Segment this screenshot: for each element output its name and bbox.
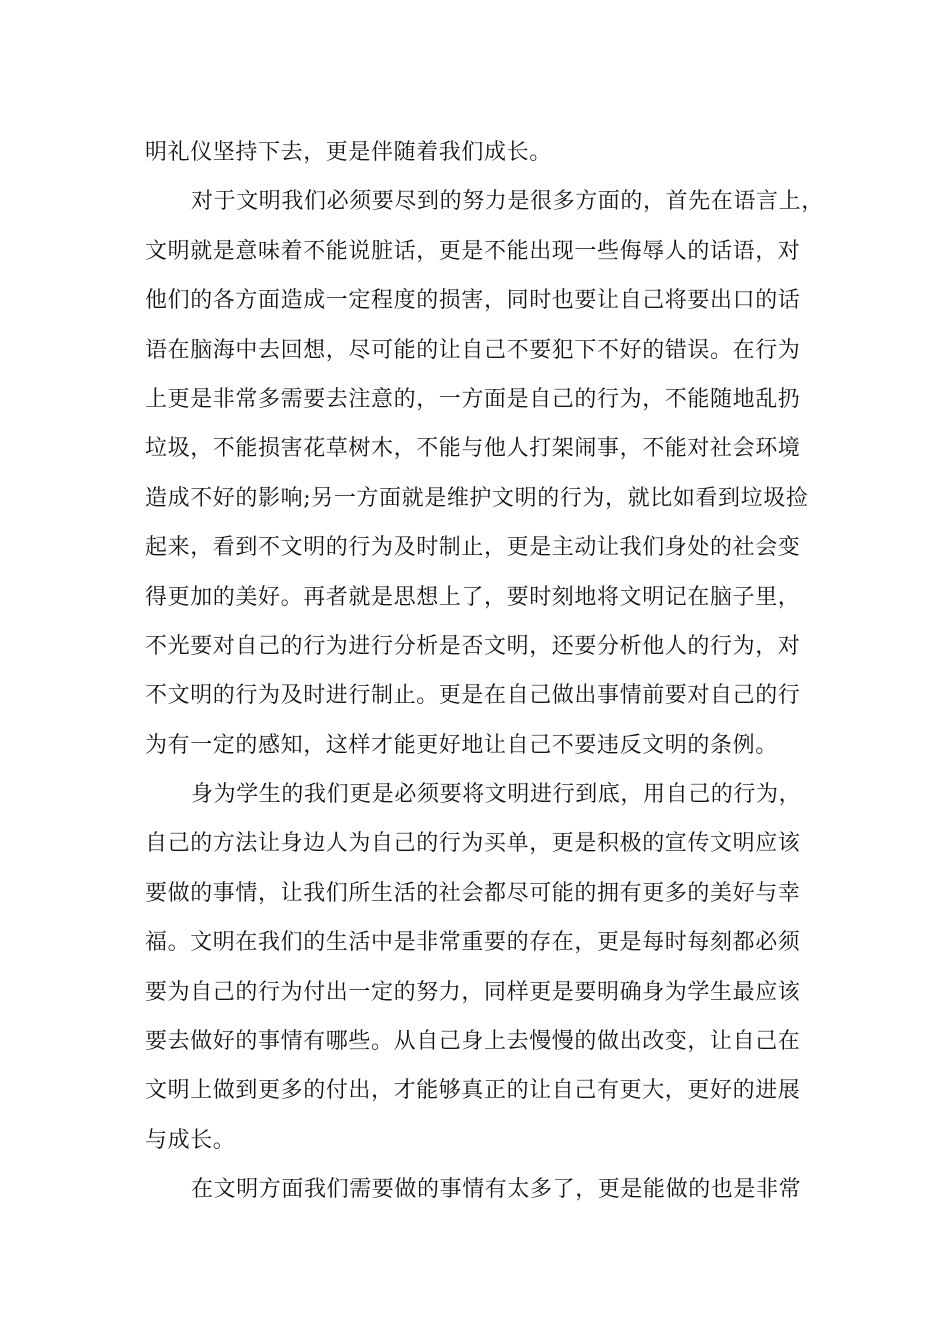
text-line: 要为自己的行为付出一定的努力，同样更是要明确身为学生最应该 (145, 979, 801, 1005)
text-line: 要去做好的事情有哪些。从自己身上去慢慢的做出改变，让自己在 (145, 1029, 801, 1055)
text-line: 造成不好的影响;另一方面就是维护文明的行为，就比如看到垃圾捡 (145, 485, 809, 511)
paragraph-first-line: 身为学生的我们更是必须要将文明进行到底，用自己的行为， (191, 782, 802, 808)
text-line: 要做的事情，让我们所生活的社会都尽可能的拥有更多的美好与幸 (145, 880, 801, 906)
text-line: 不文明的行为及时进行制止。更是在自己做出事情前要对自己的行 (145, 683, 801, 709)
text-line: 自己的方法让身边人为自己的行为买单，更是积极的宣传文明应该 (145, 831, 801, 857)
text-line: 为有一定的感知，这样才能更好地让自己不要违反文明的条例。 (145, 732, 778, 758)
text-line: 福。文明在我们的生活中是非常重要的存在，更是每时每刻都必须 (145, 930, 801, 956)
text-line: 文明上做到更多的付出，才能够真正的让自己有更大，更好的进展 (145, 1078, 801, 1104)
text-line: 垃圾，不能损害花草树木，不能与他人打架闹事，不能对社会环境 (145, 436, 801, 462)
text-line: 他们的各方面造成一定程度的损害，同时也要让自己将要出口的话 (145, 288, 801, 314)
text-line: 得更加的美好。再者就是思想上了，要时刻地将文明记在脑子里， (145, 584, 801, 610)
text-line: 文明就是意味着不能说脏话，更是不能出现一些侮辱人的话语，对 (145, 238, 801, 264)
text-line: 明礼仪坚持下去，更是伴随着我们成长。 (145, 140, 552, 165)
text-line: 起来，看到不文明的行为及时制止，更是主动让我们身处的社会变 (145, 535, 801, 561)
text-line: 上更是非常多需要去注意的，一方面是自己的行为，不能随地乱扔 (145, 386, 801, 412)
paragraph-first-line: 在文明方面我们需要做的事情有太多了，更是能做的也是非常 (191, 1177, 802, 1203)
body-text (145, 128, 824, 1215)
paragraph-first-line: 对于文明我们必须要尽到的努力是很多方面的，首先在语言上， (191, 189, 824, 215)
text-line: 语在脑海中去回想，尽可能的让自己不要犯下不好的错误。在行为 (145, 337, 801, 363)
text-line: 不光要对自己的行为进行分析是否文明，还要分析他人的行为，对 (145, 633, 801, 659)
text-line: 与成长。 (145, 1127, 236, 1153)
